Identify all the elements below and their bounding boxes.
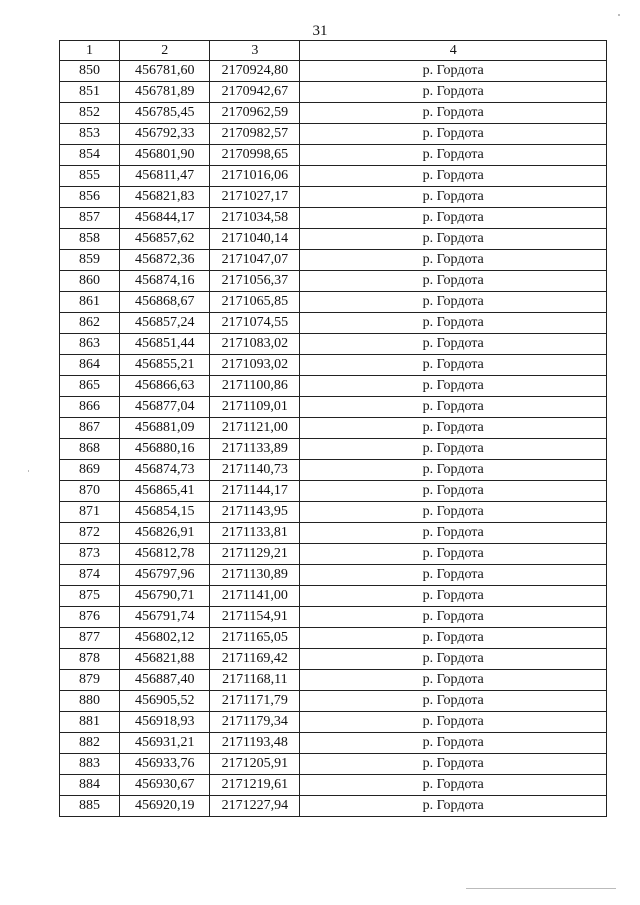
header-cell-x-coordinate: 2	[120, 41, 210, 61]
cell-x-coordinate: 456874,16	[120, 271, 210, 292]
cell-y-coordinate: 2171154,91	[210, 607, 300, 628]
cell-x-coordinate: 456826,91	[120, 523, 210, 544]
cell-point-number: 869	[60, 460, 120, 481]
cell-description: р. Гордота	[300, 418, 607, 439]
cell-x-coordinate: 456801,90	[120, 145, 210, 166]
cell-y-coordinate: 2171171,79	[210, 691, 300, 712]
cell-description: р. Гордота	[300, 271, 607, 292]
coordinates-table	[59, 40, 607, 817]
cell-y-coordinate: 2171140,73	[210, 460, 300, 481]
cell-y-coordinate: 2170962,59	[210, 103, 300, 124]
cell-point-number: 856	[60, 187, 120, 208]
cell-x-coordinate: 456855,21	[120, 355, 210, 376]
cell-x-coordinate: 456781,89	[120, 82, 210, 103]
cell-description: р. Гордота	[300, 229, 607, 250]
cell-y-coordinate: 2171109,01	[210, 397, 300, 418]
cell-y-coordinate: 2171074,55	[210, 313, 300, 334]
cell-y-coordinate: 2171141,00	[210, 586, 300, 607]
cell-y-coordinate: 2171047,07	[210, 250, 300, 271]
cell-point-number: 858	[60, 229, 120, 250]
cell-point-number: 860	[60, 271, 120, 292]
table-row	[60, 376, 607, 397]
table-row	[60, 355, 607, 376]
cell-point-number: 876	[60, 607, 120, 628]
cell-x-coordinate: 456933,76	[120, 754, 210, 775]
cell-x-coordinate: 456790,71	[120, 586, 210, 607]
cell-description: р. Гордота	[300, 628, 607, 649]
table-row	[60, 607, 607, 628]
cell-y-coordinate: 2170982,57	[210, 124, 300, 145]
cell-description: р. Гордота	[300, 439, 607, 460]
cell-y-coordinate: 2171027,17	[210, 187, 300, 208]
cell-y-coordinate: 2171143,95	[210, 502, 300, 523]
cell-description: р. Гордота	[300, 565, 607, 586]
table-row	[60, 796, 607, 817]
cell-point-number: 861	[60, 292, 120, 313]
cell-point-number: 881	[60, 712, 120, 733]
cell-x-coordinate: 456881,09	[120, 418, 210, 439]
cell-y-coordinate: 2171100,86	[210, 376, 300, 397]
cell-point-number: 880	[60, 691, 120, 712]
table-row	[60, 712, 607, 733]
cell-y-coordinate: 2171130,89	[210, 565, 300, 586]
cell-x-coordinate: 456791,74	[120, 607, 210, 628]
cell-point-number: 882	[60, 733, 120, 754]
cell-y-coordinate: 2171065,85	[210, 292, 300, 313]
cell-y-coordinate: 2171165,05	[210, 628, 300, 649]
cell-x-coordinate: 456868,67	[120, 292, 210, 313]
cell-description: р. Гордота	[300, 523, 607, 544]
cell-y-coordinate: 2170998,65	[210, 145, 300, 166]
cell-y-coordinate: 2171227,94	[210, 796, 300, 817]
cell-x-coordinate: 456844,17	[120, 208, 210, 229]
table-header-row	[60, 41, 607, 61]
table-row	[60, 544, 607, 565]
table-row	[60, 670, 607, 691]
cell-point-number: 874	[60, 565, 120, 586]
cell-description: р. Гордота	[300, 712, 607, 733]
table-row	[60, 586, 607, 607]
cell-point-number: 854	[60, 145, 120, 166]
cell-x-coordinate: 456920,19	[120, 796, 210, 817]
cell-description: р. Гордота	[300, 397, 607, 418]
table-row	[60, 502, 607, 523]
cell-point-number: 872	[60, 523, 120, 544]
cell-description: р. Гордота	[300, 334, 607, 355]
cell-point-number: 852	[60, 103, 120, 124]
cell-point-number: 879	[60, 670, 120, 691]
cell-y-coordinate: 2171083,02	[210, 334, 300, 355]
cell-point-number: 862	[60, 313, 120, 334]
table-row	[60, 775, 607, 796]
table-row	[60, 187, 607, 208]
cell-x-coordinate: 456851,44	[120, 334, 210, 355]
cell-point-number: 865	[60, 376, 120, 397]
table-row	[60, 208, 607, 229]
cell-point-number: 868	[60, 439, 120, 460]
cell-x-coordinate: 456797,96	[120, 565, 210, 586]
cell-y-coordinate: 2171129,21	[210, 544, 300, 565]
cell-x-coordinate: 456872,36	[120, 250, 210, 271]
cell-point-number: 859	[60, 250, 120, 271]
table-row	[60, 271, 607, 292]
table-row	[60, 292, 607, 313]
cell-description: р. Гордота	[300, 460, 607, 481]
table-row	[60, 691, 607, 712]
cell-description: р. Гордота	[300, 775, 607, 796]
table-row	[60, 82, 607, 103]
cell-description: р. Гордота	[300, 376, 607, 397]
cell-y-coordinate: 2171168,11	[210, 670, 300, 691]
table-row	[60, 733, 607, 754]
scan-speck	[618, 14, 620, 16]
table-row	[60, 754, 607, 775]
cell-x-coordinate: 456781,60	[120, 61, 210, 82]
scan-speck	[466, 888, 616, 889]
table-row	[60, 418, 607, 439]
table-row	[60, 103, 607, 124]
cell-description: р. Гордота	[300, 355, 607, 376]
cell-x-coordinate: 456821,88	[120, 649, 210, 670]
cell-point-number: 877	[60, 628, 120, 649]
cell-x-coordinate: 456880,16	[120, 439, 210, 460]
cell-description: р. Гордота	[300, 544, 607, 565]
table-row	[60, 334, 607, 355]
cell-point-number: 866	[60, 397, 120, 418]
table-body	[60, 61, 607, 817]
cell-x-coordinate: 456785,45	[120, 103, 210, 124]
cell-description: р. Гордота	[300, 481, 607, 502]
header-cell-point-number: 1	[60, 41, 120, 61]
cell-description: р. Гордота	[300, 586, 607, 607]
cell-description: р. Гордота	[300, 61, 607, 82]
cell-x-coordinate: 456811,47	[120, 166, 210, 187]
table-row	[60, 628, 607, 649]
cell-y-coordinate: 2171169,42	[210, 649, 300, 670]
cell-point-number: 867	[60, 418, 120, 439]
cell-point-number: 850	[60, 61, 120, 82]
cell-y-coordinate: 2171016,06	[210, 166, 300, 187]
page-number: 31	[312, 23, 328, 39]
cell-point-number: 853	[60, 124, 120, 145]
cell-x-coordinate: 456887,40	[120, 670, 210, 691]
table-header	[60, 41, 607, 61]
cell-description: р. Гордота	[300, 103, 607, 124]
cell-point-number: 871	[60, 502, 120, 523]
cell-description: р. Гордота	[300, 754, 607, 775]
cell-y-coordinate: 2170942,67	[210, 82, 300, 103]
cell-x-coordinate: 456857,62	[120, 229, 210, 250]
cell-point-number: 870	[60, 481, 120, 502]
cell-y-coordinate: 2171040,14	[210, 229, 300, 250]
cell-y-coordinate: 2171093,02	[210, 355, 300, 376]
cell-x-coordinate: 456874,73	[120, 460, 210, 481]
table-row	[60, 124, 607, 145]
cell-x-coordinate: 456930,67	[120, 775, 210, 796]
cell-description: р. Гордота	[300, 313, 607, 334]
cell-y-coordinate: 2171144,17	[210, 481, 300, 502]
cell-description: р. Гордота	[300, 670, 607, 691]
cell-y-coordinate: 2171034,58	[210, 208, 300, 229]
cell-x-coordinate: 456877,04	[120, 397, 210, 418]
table-row	[60, 145, 607, 166]
cell-x-coordinate: 456792,33	[120, 124, 210, 145]
header-cell-y-coordinate: 3	[210, 41, 300, 61]
cell-point-number: 851	[60, 82, 120, 103]
cell-description: р. Гордота	[300, 796, 607, 817]
cell-description: р. Гордота	[300, 124, 607, 145]
cell-point-number: 875	[60, 586, 120, 607]
cell-y-coordinate: 2171193,48	[210, 733, 300, 754]
cell-x-coordinate: 456857,24	[120, 313, 210, 334]
table-row	[60, 61, 607, 82]
cell-description: р. Гордота	[300, 292, 607, 313]
cell-description: р. Гордота	[300, 208, 607, 229]
cell-point-number: 864	[60, 355, 120, 376]
cell-y-coordinate: 2171133,81	[210, 523, 300, 544]
cell-description: р. Гордота	[300, 187, 607, 208]
cell-point-number: 857	[60, 208, 120, 229]
scan-speck	[28, 470, 29, 472]
cell-description: р. Гордота	[300, 145, 607, 166]
cell-point-number: 883	[60, 754, 120, 775]
cell-x-coordinate: 456918,93	[120, 712, 210, 733]
cell-x-coordinate: 456802,12	[120, 628, 210, 649]
table-row	[60, 250, 607, 271]
header-cell-description: 4	[300, 41, 607, 61]
cell-y-coordinate: 2171219,61	[210, 775, 300, 796]
cell-x-coordinate: 456854,15	[120, 502, 210, 523]
cell-point-number: 855	[60, 166, 120, 187]
table-row	[60, 649, 607, 670]
cell-description: р. Гордота	[300, 691, 607, 712]
cell-x-coordinate: 456865,41	[120, 481, 210, 502]
cell-y-coordinate: 2171133,89	[210, 439, 300, 460]
cell-y-coordinate: 2171205,91	[210, 754, 300, 775]
cell-point-number: 884	[60, 775, 120, 796]
cell-point-number: 863	[60, 334, 120, 355]
table-row	[60, 565, 607, 586]
table-row	[60, 523, 607, 544]
cell-x-coordinate: 456812,78	[120, 544, 210, 565]
table-row	[60, 460, 607, 481]
cell-description: р. Гордота	[300, 649, 607, 670]
table-row	[60, 481, 607, 502]
table-row	[60, 313, 607, 334]
cell-y-coordinate: 2171179,34	[210, 712, 300, 733]
table-row	[60, 439, 607, 460]
table-row	[60, 229, 607, 250]
cell-description: р. Гордота	[300, 166, 607, 187]
cell-x-coordinate: 456931,21	[120, 733, 210, 754]
cell-description: р. Гордота	[300, 250, 607, 271]
cell-description: р. Гордота	[300, 733, 607, 754]
table-row	[60, 397, 607, 418]
cell-point-number: 878	[60, 649, 120, 670]
cell-point-number: 885	[60, 796, 120, 817]
cell-x-coordinate: 456866,63	[120, 376, 210, 397]
cell-y-coordinate: 2170924,80	[210, 61, 300, 82]
cell-point-number: 873	[60, 544, 120, 565]
cell-description: р. Гордота	[300, 607, 607, 628]
cell-x-coordinate: 456905,52	[120, 691, 210, 712]
cell-y-coordinate: 2171121,00	[210, 418, 300, 439]
table-row	[60, 166, 607, 187]
cell-description: р. Гордота	[300, 502, 607, 523]
cell-description: р. Гордота	[300, 82, 607, 103]
cell-x-coordinate: 456821,83	[120, 187, 210, 208]
cell-y-coordinate: 2171056,37	[210, 271, 300, 292]
